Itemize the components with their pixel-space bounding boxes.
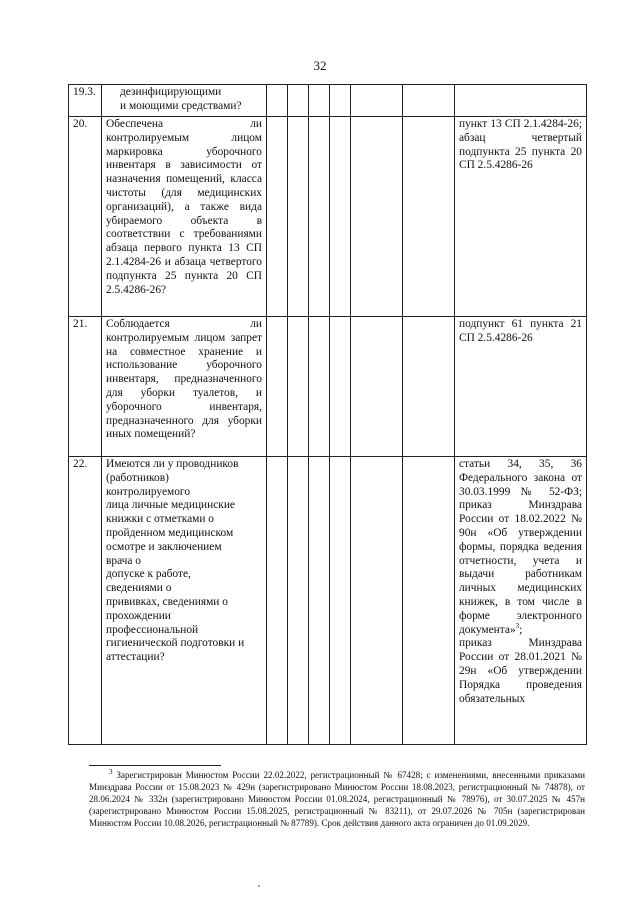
question-text: врача о bbox=[106, 554, 142, 567]
question-text: гигиенической подготовки и bbox=[106, 637, 245, 650]
table-row bbox=[69, 457, 587, 745]
question-text: прививках, сведениями о bbox=[106, 595, 228, 608]
table-row bbox=[69, 317, 587, 457]
answer-cell-extra[interactable] bbox=[330, 85, 351, 117]
question-text: книжки с отметками о bbox=[106, 513, 215, 526]
answer-cell-na[interactable] bbox=[309, 317, 330, 457]
row-number: 20. bbox=[69, 117, 102, 317]
page-number: 32 bbox=[313, 58, 327, 73]
question-text: допуске к работе, bbox=[106, 568, 191, 581]
question-text: Соблюдается ли контролируемым лицом запрет на совместное хранение и использование уборочного инвентаря, предназначенного для уборки туалетов, и уборочного инвентаря, предназначенного для уборки иных помещений? bbox=[102, 317, 267, 457]
footnote-text: Зарегистрирован Минюстом России 22.02.2022, регистрационный № 67428; с изменениями, внесенными приказами Минздрава России от 15.08.2023 № 429н (зарегистрировано Минюстом России 18.08.2023, регистрационный № 74878), от 28.06.2024 № 332н (зарегистрировано Минюстом России 01.08.2024, регистрационный № 78976), от 30.07.2025 № 457н (зарегистрировано Минюстом России 15.08.2025, регистрационный № 83211), от 29.07.2026 № 705н (зарегистрирован Минюстом России 10.08.2026, регистрационный № 87789). Срок действия данного акта ограничен до 01.09.2029. bbox=[89, 770, 585, 828]
answer-cell-yes[interactable] bbox=[267, 317, 288, 457]
answer-cell-na[interactable] bbox=[309, 85, 330, 117]
question-text: прохождении bbox=[106, 609, 171, 622]
reference-cell bbox=[455, 85, 587, 117]
answer-cell-na[interactable] bbox=[309, 117, 330, 317]
reference-text: приказ Минздрава России от 28.01.2021 № 29н «Об утверждении Порядка проведения обязательных bbox=[459, 637, 582, 705]
answer-cell-no[interactable] bbox=[288, 85, 309, 117]
reference-text: подпункт 61 пункта 21 СП 2.5.4286-26 bbox=[455, 317, 587, 457]
question-cell bbox=[102, 457, 267, 745]
answer-cell-comment[interactable] bbox=[403, 317, 455, 457]
answer-cell-extra[interactable] bbox=[330, 317, 351, 457]
question-text: аттестации? bbox=[106, 651, 165, 664]
footnote bbox=[89, 769, 585, 829]
table-row bbox=[69, 85, 587, 117]
footnote-marker: 3 bbox=[515, 621, 520, 630]
answer-cell-no[interactable] bbox=[288, 317, 309, 457]
question-text: и моющими средствами? bbox=[120, 99, 242, 112]
question-text: Обеспечена ли контролируемым лицом маркировка уборочного инвентаря в зависимости от назначения помещений, класса чистоты (для медицинских организаций), а также вида убираемого объекта в соответствии с требованиями абзаца первого пункта 13 СП 2.1.4284-26 и абзаца четвертого подпункта 25 пункта 20 СП 2.5.4286-26? bbox=[102, 117, 267, 317]
footnote-divider bbox=[89, 765, 221, 766]
answer-cell-note[interactable] bbox=[351, 85, 403, 117]
answer-cell-note[interactable] bbox=[351, 457, 403, 745]
answer-cell-na[interactable] bbox=[309, 457, 330, 745]
answer-cell-no[interactable] bbox=[288, 117, 309, 317]
question-text: дезинфицирующими bbox=[120, 86, 222, 98]
answer-cell-extra[interactable] bbox=[330, 457, 351, 745]
question-text: контролируемого bbox=[106, 485, 191, 498]
reference-cell: статьи 34, 35, 36 Федерального закона от 30.03.1999 № 52-ФЗ; приказ Минздрава России от 18.02.2022 № 90н «Об утверждении формы, порядка ведения отчетности, учета и выдачи работникам личных медицинских книжек, в том числе в форме электронного документа»$^3$; приказ Минздрава России от 28.01.2021 № 29н «Об утверждении Порядка проведения обязательных bbox=[455, 457, 587, 745]
answer-cell-comment[interactable] bbox=[403, 117, 455, 317]
answer-cell-no[interactable] bbox=[288, 457, 309, 745]
answer-cell-yes[interactable] bbox=[267, 457, 288, 745]
row-number: 19.3. bbox=[69, 85, 102, 117]
question-text: профессиональной bbox=[106, 623, 199, 636]
answer-cell-extra[interactable] bbox=[330, 117, 351, 317]
answer-cell-yes[interactable] bbox=[267, 117, 288, 317]
question-cell bbox=[102, 85, 267, 117]
question-text: Имеются ли у проводников bbox=[106, 458, 239, 470]
answer-cell-yes[interactable] bbox=[267, 85, 288, 117]
footnote-marker: 3 bbox=[109, 767, 113, 776]
table-row bbox=[69, 117, 587, 317]
row-number: 22. bbox=[69, 457, 102, 745]
question-text: осмотре и заключением bbox=[106, 540, 222, 553]
checklist-table bbox=[68, 84, 587, 745]
answer-cell-note[interactable] bbox=[351, 117, 403, 317]
question-text: сведениями о bbox=[106, 582, 172, 595]
reference-text: статьи 34, 35, 36 Федерального закона от 30.03.1999 № 52-ФЗ; приказ Минздрава России от 18.02.2022 № 90н «Об утверждении формы, порядка ведения отчетности, учета и выдачи работникам личных медицинских книжек, в том числе в форме электронного документа» bbox=[459, 458, 582, 636]
reference-text: пункт 13 СП 2.1.4284-26; абзац четвертый подпункта 25 пункта 20 СП 2.5.4286-26 bbox=[455, 117, 587, 317]
row-number: 21. bbox=[69, 317, 102, 457]
question-text: лица личные медицинские bbox=[106, 499, 235, 512]
answer-cell-comment[interactable] bbox=[403, 85, 455, 117]
answer-cell-comment[interactable] bbox=[403, 457, 455, 745]
answer-cell-note[interactable] bbox=[351, 317, 403, 457]
question-text: пройденном медицинском bbox=[106, 526, 234, 539]
scan-speck bbox=[258, 885, 260, 887]
question-text: (работников) bbox=[106, 471, 169, 484]
